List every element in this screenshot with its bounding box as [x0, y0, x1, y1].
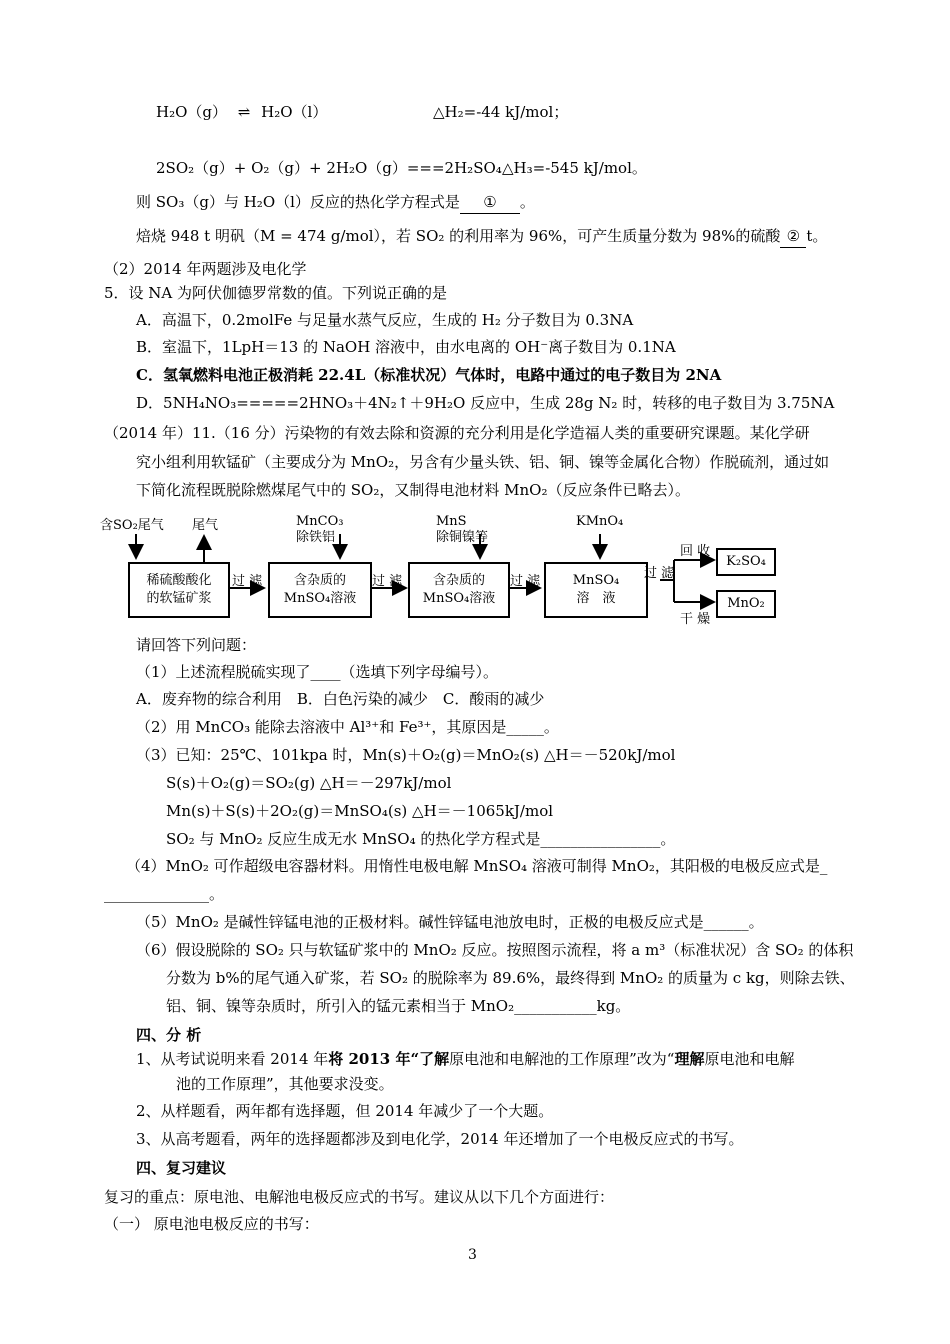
q11-line3: 下简化流程既脱除燃煤尾气中的 SO₂，又制得电池材料 MnO₂（反应条件已略去）。: [136, 481, 690, 499]
equilibrium-arrow-icon: ⇌: [237, 103, 251, 121]
page-number: 3: [468, 1247, 477, 1263]
question-6b: 分数为 b%的尾气通入矿浆，若 SO₂ 的脱除率为 89.6%，最终得到 MnO₂ 的质量为 c kg，则除去铁、: [166, 969, 855, 987]
equation-h2o: H₂O（g） ⇌ H₂O（l）: [156, 103, 328, 121]
questions-intro: 请回答下列问题：: [136, 636, 257, 654]
question-6a: （6）假设脱除的 SO₂ 只与软锰矿浆中的 MnO₂ 反应。按照图示流程，将 a m³（标准状况）含 SO₂ 的体积: [136, 941, 854, 959]
analysis-item-1: 1、从考试说明来看 2014 年将 2013 年“了解原电池和电解池的工作原理”改为“理解原电池和电解: [136, 1050, 795, 1068]
q5-option-d: D．5NH₄NO₃=====2HNO₃＋4N₂↑＋9H₂O 反应中，生成 28g N₂ 时，转移的电子数目为 3.75NA: [136, 394, 835, 412]
question-6c: 铝、铜、镍等杂质时，所引入的锰元素相当于 MnO₂___________kg。: [166, 997, 631, 1015]
flow-recycle-label: 回 收: [680, 544, 711, 559]
question-2: （2）用 MnCO₃ 能除去溶液中 Al³⁺和 Fe³⁺，其原因是_____。: [136, 718, 559, 736]
question-4b: ______________。: [104, 885, 225, 903]
flow-filter-2: 过 滤: [372, 574, 403, 589]
question-5: （5）MnO₂ 是碱性锌锰电池的正极材料。碱性锌锰电池放电时，正极的电极反应式是______。: [136, 913, 764, 931]
flow-filter-1: 过 滤: [232, 574, 263, 589]
q11-line1: （2014 年）11.（16 分）污染物的有效去除和资源的充分利用是化学造福人类的重要研究课题。某化学研: [104, 424, 810, 442]
question-3c: Mn(s)＋S(s)＋2O₂(g)＝MnSO₄(s) △H＝－1065kJ/mol: [166, 802, 554, 820]
question-blank-2: 焙烧 948 t 明矾（M = 474 g/mol），若 SO₂ 的利用率为 96%，可产生质量分数为 98%的硫酸 ② t。: [136, 225, 827, 248]
q5-option-b: B．室温下，1LpH＝13 的 NaOH 溶液中，由水电离的 OH⁻离子数目为 0.1NA: [136, 338, 676, 356]
flow-product-k2so4: K₂SO₄: [716, 548, 776, 576]
flow-product-mno2: MnO₂: [716, 590, 776, 618]
review-line-1: 复习的重点：原电池、电解池电极反应式的书写。建议从以下几个方面进行：: [104, 1188, 615, 1206]
question-3d: SO₂ 与 MnO₂ 反应生成无水 MnSO₄ 的热化学方程式是________________。: [166, 830, 676, 848]
flow-box-solution-2: 含杂质的 MnSO₄溶液: [408, 562, 510, 618]
analysis-item-1-cont: 池的工作原理”，其他要求没变。: [176, 1075, 394, 1093]
question-blank-1: 则 SO₃（g）与 H₂O（l）反应的热化学方程式是 ① 。: [136, 191, 535, 214]
q11-line2: 究小组利用软锰矿（主要成分为 MnO₂，另含有少量头铁、铝、铜、镍等金属化合物）作脱硫剂，通过如: [136, 453, 830, 471]
section-heading-2: （2）2014 年两题涉及电化学: [104, 260, 307, 278]
question-4a: （4）MnO₂ 可作超级电容器材料。用惰性电极电解 MnSO₄ 溶液可制得 MnO₂，其阳极的电极反应式是_: [126, 857, 828, 875]
flow-reagent-mns: MnS 除铜镍等: [436, 514, 489, 545]
equation-h2o-dh: △H₂=-44 kJ/mol；: [433, 103, 569, 121]
question-1: （1）上述流程脱硫实现了____（选填下列字母编号）。: [136, 663, 499, 681]
q5-option-a: A．高温下，0.2molFe 与足量水蒸气反应，生成的 H₂ 分子数目为 0.3NA: [136, 311, 634, 329]
equation-so2-dh: △H₃=-545 kJ/mol。: [502, 159, 647, 177]
analysis-heading: 四、分 析: [136, 1026, 202, 1044]
review-heading: 四、复习建议: [136, 1159, 227, 1177]
question-3b: S(s)＋O₂(g)＝SO₂(g) △H＝－297kJ/mol: [166, 774, 452, 792]
flow-filter-4: 过 滤: [644, 566, 675, 581]
flow-reagent-mnco3: MnCO₃ 除铁铝: [296, 514, 344, 545]
review-line-2: （一） 原电池电极反应的书写：: [104, 1215, 319, 1233]
flow-exhaust-label: 尾气: [192, 518, 219, 533]
question-1-options: A．废弃物的综合利用 B．白色污染的减少 C．酸雨的减少: [136, 690, 545, 708]
flow-box-slurry: 稀硫酸酸化 的软锰矿浆: [128, 562, 230, 618]
analysis-item-2: 2、从样题看，两年都有选择题，但 2014 年减少了一个大题。: [136, 1102, 554, 1120]
q5-stem: 5．设 NA 为阿伏伽德罗常数的值。下列说正确的是: [104, 284, 448, 302]
question-3a: （3）已知：25℃、101kpa 时，Mn(s)＋O₂(g)＝MnO₂(s) △H＝－520kJ/mol: [136, 746, 676, 764]
flow-dry-label: 干 燥: [680, 612, 711, 627]
flow-box-mnso4: MnSO₄ 溶 液: [544, 562, 648, 618]
flow-input-label: 含SO₂尾气: [100, 518, 164, 533]
equation-so2: 2SO₂（g）+ O₂（g）+ 2H₂O（g）===2H₂SO₄: [156, 159, 502, 177]
analysis-item-3: 3、从高考题看，两年的选择题都涉及到电化学，2014 年还增加了一个电极反应式的书写。: [136, 1130, 744, 1148]
q5-option-c: C．氢氧燃料电池正极消耗 22.4L（标准状况）气体时，电路中通过的电子数目为 2NA: [136, 366, 722, 384]
flow-filter-3: 过 滤: [510, 574, 541, 589]
flow-diagram: [100, 512, 800, 632]
flow-reagent-kmno4: KMnO₄: [576, 514, 624, 529]
flow-box-solution-1: 含杂质的 MnSO₄溶液: [268, 562, 372, 618]
